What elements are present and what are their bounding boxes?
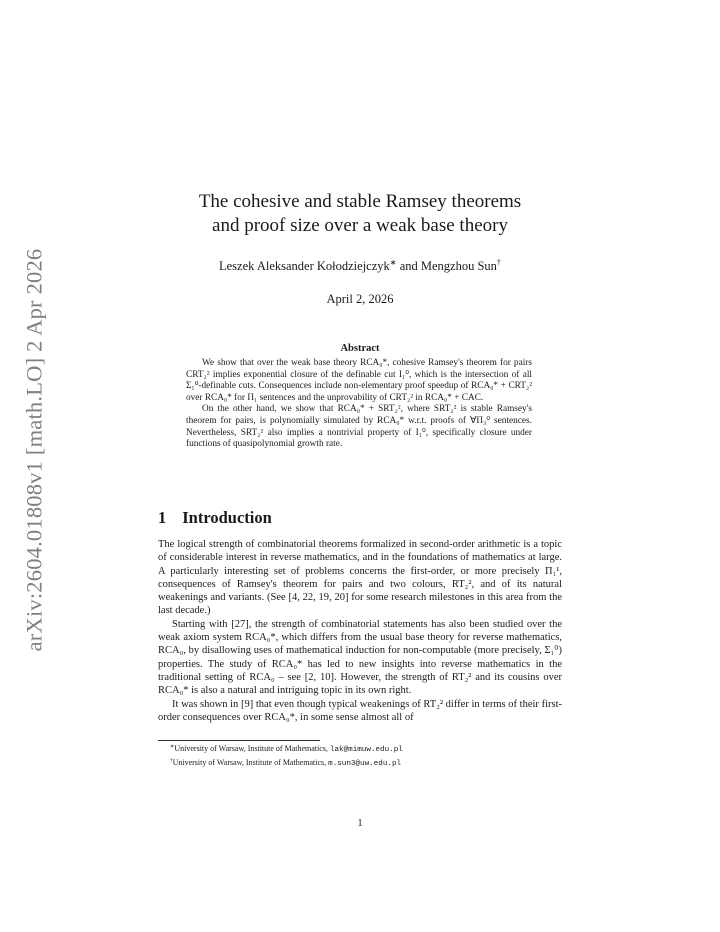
- body-paragraph-2: Starting with [27], the strength of combinatorial statements has also been studied over the weak axiom system RCA₀*, which differs from the usual base theory for reverse mathematics, RCA₀, by disallowing uses of mathematical induction for non-computable (more precisely, Σ₁⁰) properties. The study of RCA₀* has led to new insights into reverse mathematics in the traditional setting of RCA₀ – see [2, 10]. However, the strength of RT₂² and its cousins over RCA₀* is also a natural and intriguing topic in its own right.: [158, 618, 562, 697]
- abstract-heading: Abstract: [340, 343, 380, 354]
- footnote-rule: [158, 740, 320, 741]
- author-2: Mengzhou Sun: [420, 259, 497, 273]
- abstract-body: [186, 358, 532, 451]
- footnotes: [170, 743, 570, 770]
- body-paragraph-1: The logical strength of combinatorial theorems formalized in second-order arithmetic is a topic of considerable interest in reverse mathematics, and in the foundations of mathematics at large. A particularly interesting set of problems concerns the first-order, or more precisely Π₁¹, consequences of Ramsey's theorem for pairs and two colours, RT₂², and of its natural weakenings and variants. (See [4, 22, 19, 20] for some research milestones in this area from the last decade.): [158, 539, 562, 617]
- abstract-paragraph-2: On the other hand, we show that RCA₀* + SRT₂², where SRT₂² is stable Ramsey's theorem for pairs, is polynomially simulated by RCA₀* w.r.t. proofs of ∀Π₃⁰ sentences. Nevertheless, SRT₂² also implies a nontrivial property of I₁⁰, specifically closure under functions of quasipolynomial growth rate.: [186, 404, 532, 450]
- title-line-1: The cohesive and stable Ramsey theorems: [198, 191, 522, 212]
- body-paragraph-3: It was shown in [9] that even though typical weakenings of RT₂² differ in terms of their first-order consequences over RCA₀*, in some sense almost all of: [158, 698, 562, 723]
- intro-body: [158, 538, 562, 724]
- footnote-2: [170, 757, 570, 771]
- footnote-1: [170, 743, 570, 757]
- section-heading: [158, 508, 272, 528]
- author-joiner: and: [396, 259, 421, 273]
- footnote-2-mark: †: [170, 756, 173, 763]
- paper-title: [0, 190, 720, 238]
- arxiv-stamp: [18, 250, 50, 650]
- section-title: Introduction: [182, 508, 272, 527]
- footnote-2-email[interactable]: m.sun3@uw.edu.pl: [328, 759, 402, 768]
- author-1-mark: ∗: [389, 257, 397, 267]
- page-number: 1: [357, 818, 363, 829]
- section-number: 1: [158, 508, 167, 527]
- footnote-1-email[interactable]: lak@mimuw.edu.pl: [329, 746, 403, 754]
- abstract-paragraph-1: We show that over the weak base theory RCA₀*, cohesive Ramsey's theorem for pairs CRT₂² implies exponential closure of the definable cut I₁⁰, which is the intersection of all Σ₁⁰-definable cuts. Consequences include non-elementary proof speedup of RCA₀* + CRT₂² over RCA₀* for Π₁ sentences and the unprovability of CRT₂² in RCA₀* + CAC.: [186, 358, 532, 403]
- title-line-2: and proof size over a weak base theory: [212, 215, 508, 236]
- arxiv-stamp-text: arXiv:2604.01808v1 [math.LO] 2 Apr 2026: [21, 248, 46, 652]
- paper-date: April 2, 2026: [326, 292, 394, 306]
- footnote-1-text: University of Warsaw, Institute of Mathematics,: [174, 744, 330, 753]
- author-1: Leszek Aleksander Kołodziejczyk: [219, 259, 390, 273]
- author-list: [0, 259, 720, 274]
- author-2-mark: †: [496, 257, 501, 267]
- footnote-1-mark: ∗: [170, 743, 175, 750]
- footnote-2-text: University of Warsaw, Institute of Mathematics,: [172, 757, 329, 767]
